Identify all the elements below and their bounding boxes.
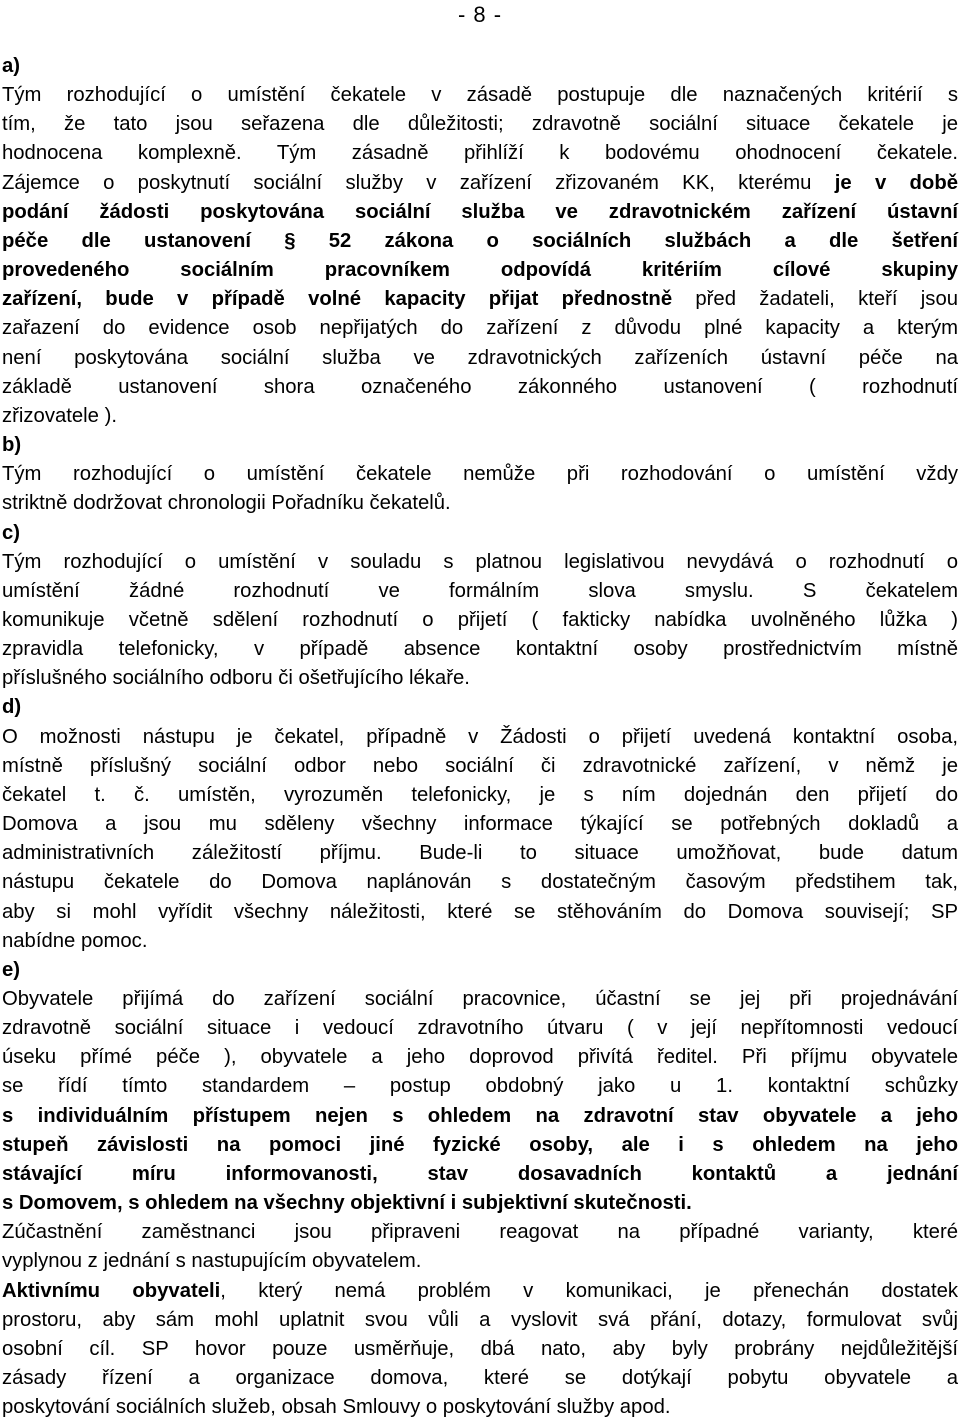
- section-e-bold-text: s individuálním přístupem nejen s ohledem na zdravotní stav obyvatele a jeho: [2, 1104, 958, 1127]
- section-a-bold-text: je v době: [834, 171, 958, 194]
- section-e-line: poskytování sociálních služeb, obsah Smlouvy o poskytování služby apod.: [2, 1396, 671, 1419]
- section-e-line: vyplynou z jednání s nastupujícím obyvatelem.: [2, 1250, 422, 1273]
- section-e-line: [2, 1277, 958, 1306]
- section-c-line: Tým rozhodující o umístění v souladu s platnou legislativou nevydává o rozhodnutí o: [2, 550, 958, 573]
- section-e-line: [2, 1160, 958, 1189]
- section-a: [2, 52, 958, 431]
- section-d-line: O možnosti nástupu je čekatel, případně v Žádosti o přijetí uvedená kontaktní osoba,: [2, 725, 958, 748]
- section-d-heading: d): [2, 696, 22, 719]
- page-number: - 8 -: [457, 2, 503, 27]
- section-b: [2, 431, 958, 518]
- section-b-line: Tým rozhodující o umístění čekatele nemůže při rozhodování o umístění vždy: [2, 463, 958, 486]
- section-e-line: Obyvatele přijímá do zařízení sociální pracovnice, účastní se jej při projednávání: [2, 988, 958, 1010]
- section-b-heading: b): [2, 434, 22, 457]
- section-a-bold-text: péče dle ustanovení § 52 zákona o sociálních službách a dle šetření: [2, 229, 958, 252]
- section-a-text: Zájemce o poskytnutí sociální služby v zařízení zřizovaném KK, kterému: [2, 171, 835, 194]
- section-a-bold-text: provedeného sociálním pracovníkem odpovídá kritériím cílové skupiny: [2, 259, 958, 282]
- section-a-heading: a): [2, 55, 21, 77]
- section-a-line: [2, 256, 958, 285]
- section-c-line: zpravidla telefonicky, v případě absence kontaktní osoby prostřednictvím místně: [2, 638, 958, 661]
- section-e: [2, 956, 958, 1423]
- section-e-bold-text: stávající míru informovanosti, stav dosavadních kontaktů a jednání: [2, 1162, 958, 1185]
- section-a-line: zřizovatele ).: [2, 404, 117, 427]
- section-e-line: Zúčastnění zaměstnanci jsou připraveni reagovat na případné varianty, které: [2, 1221, 958, 1244]
- section-a-line: zařazení do evidence osob nepřijatých do zařízení z důvodu plné kapacity a kterým: [2, 317, 958, 340]
- section-b-line: striktně dodržovat chronologii Pořadníku čekatelů.: [2, 492, 451, 515]
- section-a-line: [2, 227, 958, 256]
- section-e-line: prostoru, aby sám mohl uplatnit svou vůli a vyslovit svá přání, dotazy, formulovat svůj: [2, 1308, 958, 1331]
- section-e-line: zásady řízení a organizace domova, které se dotýkají pobytu obyvatele a: [2, 1367, 958, 1390]
- section-d-line: čekatel t. č. umístěn, vyrozuměn telefonicky, je s ním dojednán den přijetí do: [2, 783, 958, 806]
- section-d-line: aby si mohl vyřídit všechny náležitosti, které se stěhováním do Domova souvisejí; SP: [2, 900, 958, 923]
- section-e-line: se řídí tímto standardem – postup obdobný jako u 1. kontaktní schůzky: [2, 1075, 958, 1098]
- section-d-line: nástupu čekatele do Domova naplánován s dostatečným časovým předstihem tak,: [2, 871, 958, 894]
- section-e-bold-text: stupeň závislosti na pomoci jiné fyzické osoby, ale i s ohledem na jeho: [2, 1133, 958, 1156]
- section-a-line: [2, 285, 958, 314]
- section-e-bold-text: s Domovem, s ohledem na všechny objektivní i subjektivní skutečnosti.: [2, 1192, 692, 1215]
- section-d-line: místně příslušný sociální odbor nebo sociální či zdravotnické zařízení, v němž je: [2, 754, 958, 777]
- section-d-line: Domova a jsou mu sděleny všechny informace týkající se potřebných dokladů a: [2, 813, 958, 836]
- section-e-line: [2, 1189, 958, 1218]
- section-e-bold-text: Aktivnímu obyvateli: [2, 1279, 221, 1302]
- section-a-text: před žadateli, kteří jsou: [672, 288, 958, 311]
- section-a-line: není poskytována sociální služba ve zdravotnických zařízeních ústavní péče na: [2, 346, 958, 369]
- section-a-line: Tým rozhodující o umístění čekatele v zásadě postupuje dle naznačených kritérií s: [2, 84, 958, 107]
- section-e-heading: e): [2, 958, 21, 981]
- section-c-line: umístění žádné rozhodnutí ve formálním slova smyslu. S čekatelem: [2, 579, 958, 602]
- document-body: [2, 52, 958, 1422]
- section-c-line: komunikuje včetně sdělení rozhodnutí o přijetí ( fakticky nabídka uvolněného lůžka ): [2, 608, 958, 631]
- section-d-line: nabídne pomoc.: [2, 929, 148, 952]
- section-e-line: osobní cíl. SP hovor pouze usměrňuje, dbá nato, aby byly probrány nejdůležitější: [2, 1337, 958, 1360]
- section-a-line: [2, 198, 958, 227]
- section-a-line: hodnocena komplexně. Tým zásadně přihlíží k bodovému ohodnocení čekatele.: [2, 142, 958, 165]
- section-e-line: [2, 1131, 958, 1160]
- section-e-line: úseku přímé péče ), obyvatele a jeho doprovod přivítá ředitel. Při příjmu obyvatele: [2, 1046, 958, 1069]
- section-a-line: tím, že tato jsou seřazena dle důležitosti; zdravotně sociální situace čekatele je: [2, 113, 958, 136]
- section-e-line: [2, 1102, 958, 1131]
- section-a-line: [2, 169, 958, 198]
- section-a-bold-text: podání žádosti poskytována sociální služba ve zdravotnickém zařízení ústavní: [2, 200, 958, 223]
- section-e-text: , který nemá problém v komunikaci, je přenechán dostatek: [220, 1279, 959, 1302]
- section-c-line: příslušného sociálního odboru či ošetřujícího lékaře.: [2, 667, 470, 690]
- section-a-line: základě ustanovení shora označeného zákonného ustanovení ( rozhodnutí: [2, 375, 958, 398]
- section-e-line: zdravotně sociální situace i vedoucí zdravotního útvaru ( v její nepřítomnosti vedoucí: [2, 1017, 958, 1040]
- section-a-bold-text: zařízení, bude v případě volné kapacity přijat přednostně: [2, 288, 673, 311]
- section-c: [2, 519, 958, 694]
- section-d: [2, 693, 958, 955]
- section-d-line: administrativních záležitostí příjmu. Bude-li to situace umožňovat, bude datum: [2, 842, 958, 865]
- section-c-heading: c): [2, 521, 21, 544]
